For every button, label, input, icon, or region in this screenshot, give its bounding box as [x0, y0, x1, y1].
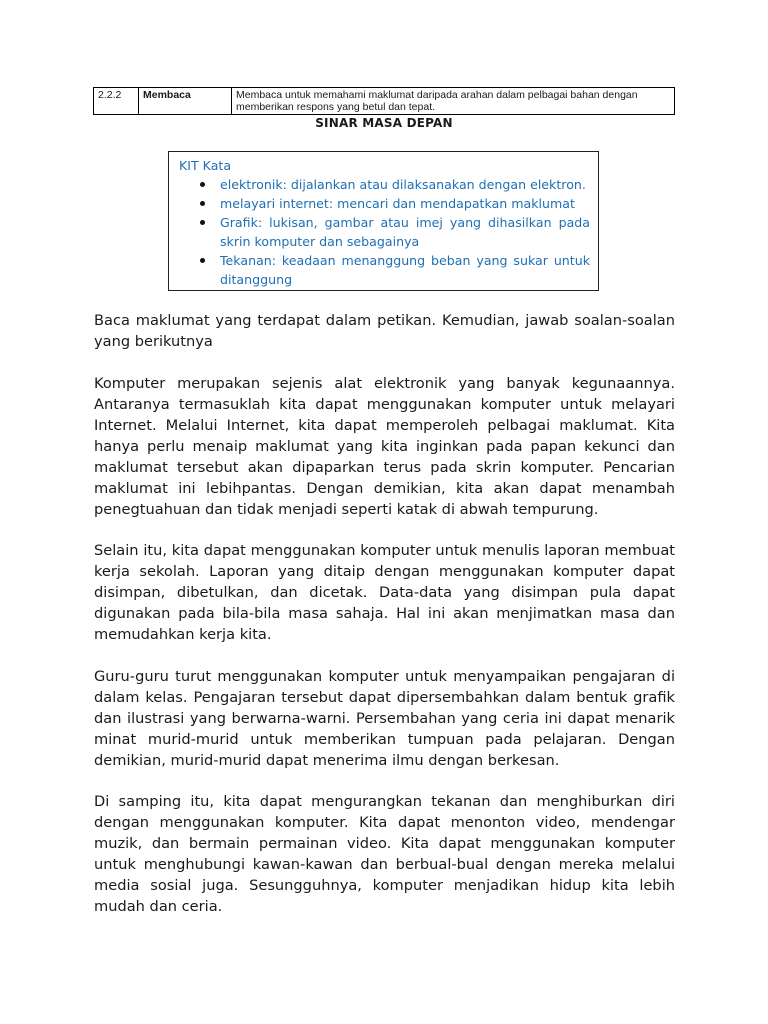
reading-passage	[94, 310, 675, 938]
passage-paragraph: Di samping itu, kita dapat mengurangkan tekanan dan menghiburkan diri dengan menggunakan komputer. Kita dapat menonton video, mendengar muzik, dan bermain permainan video. Kita dapat menggunakan komputer untuk menghubungi kawan-kawan dan berbual-bual dengan mereka melalui media sosial juga. Sesungguhnya, komputer menjadikan hidup kita lebih mudah dan ceria.	[94, 793, 675, 915]
standard-table	[93, 87, 675, 115]
page-title: SINAR MASA DEPAN	[315, 116, 453, 130]
passage-paragraph: Selain itu, kita dapat menggunakan komputer untuk menulis laporan membuat kerja sekolah. Laporan yang ditaip dengan menggunakan komputer dapat disimpan, dibetulkan, dan dicetak. Data-data yang disimpan pula dapat digunakan pada bila-bila masa sahaja. Hal ini akan menjimatkan masa dan memudahkan kerja kita.	[94, 542, 675, 643]
passage-paragraph: Komputer merupakan sejenis alat elektronik yang banyak kegunaannya. Antaranya termasuklah kita dapat menggunakan komputer untuk melayari Internet. Melalui Internet, kita dapat memperoleh pelbagai maklumat. Kita hanya perlu menaip maklumat yang kita inginkan pada papan kekunci dan maklumat tersebut akan dipaparkan terus pada skrin komputer. Pencarian maklumat ini lebihpantas. Dengan demikian, kita akan dapat menambah penegtuahuan dan tidak menjadi seperti katak di abwah tempurung.	[94, 374, 675, 518]
standard-description: Membaca untuk memahami maklumat daripada arahan dalam pelbagai bahan dengan memberikan respons yang betul dan tepat.	[232, 88, 675, 115]
passage-paragraph: Guru-guru turut menggunakan komputer untuk menyampaikan pengajaran di dalam kelas. Pengajaran tersebut dapat dipersembahkan dalam bentuk grafik dan ilustrasi yang berwarna-warni. Persembahan yang ceria ini dapat menarik minat murid-murid untuk memberikan tumpuan pada pelajaran. Dengan demikian, murid-murid dapat menerima ilmu dengan berkesan.	[94, 667, 675, 769]
kit-kata-list	[177, 175, 590, 289]
kit-kata-item: elektronik: dijalankan atau dilaksanakan dengan elektron.	[177, 175, 590, 194]
standard-row	[94, 88, 675, 115]
instruction-text: Baca maklumat yang terdapat dalam petikan. Kemudian, jawab soalan-soalan yang berikutnya	[94, 312, 675, 350]
kit-kata-item: melayari internet: mencari dan mendapatkan maklumat	[177, 194, 590, 213]
kit-kata-heading: KIT Kata	[179, 158, 232, 173]
kit-kata-item: Tekanan: keadaan menanggung beban yang sukar untuk ditanggung	[177, 251, 590, 289]
kit-kata-box	[168, 151, 599, 291]
standard-skill: Membaca	[139, 88, 232, 115]
standard-code: 2.2.2	[94, 88, 139, 115]
kit-kata-item: Grafik: lukisan, gambar atau imej yang dihasilkan pada skrin komputer dan sebagainya	[177, 213, 590, 251]
